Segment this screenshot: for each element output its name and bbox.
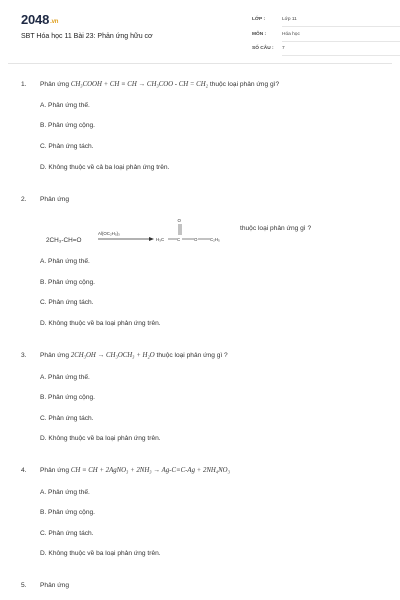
question-stem: Phản ứng [40, 196, 69, 203]
meta-divider [282, 55, 400, 56]
logo-text: 2048 [21, 12, 50, 27]
meta-question-count [252, 46, 285, 51]
logo-suffix: .vn [50, 19, 59, 25]
option-c[interactable]: C. Phản ứng tách. [40, 415, 94, 422]
meta-divider [282, 41, 400, 42]
option-c[interactable]: C. Phản ứng tách. [40, 143, 94, 150]
grade-value: Lớp 11 [282, 17, 297, 22]
ester-oxygen: O [194, 237, 198, 242]
question-stem: Phản ứng CH₃COOH + CH ≡ CH → CH₃COO - CH = CH₂ thuộc loại phản ứng gì? [40, 81, 280, 88]
question-count-label: SỐ CÂU : [252, 46, 274, 51]
grade-label: LỚP : [252, 17, 266, 22]
svg-text:C: C [177, 237, 181, 242]
question-number: 1. [21, 81, 27, 88]
option-b[interactable]: B. Phản ứng cộng. [40, 394, 96, 401]
option-d[interactable]: D. Không thuộc về ba loại phản ứng trên. [40, 435, 161, 442]
question-2-stem-tail: thuộc loại phản ứng gì ? [240, 225, 312, 232]
option-d[interactable]: D. Không thuộc về ba loại phản ứng trên. [40, 320, 161, 327]
option-c[interactable]: C. Phản ứng tách. [40, 530, 94, 537]
equation: CH₃COOH + CH ≡ CH → CH₃COO - CH = CH₂ [70, 81, 208, 88]
product-methyl: H₃C [156, 237, 165, 242]
question-stem: Phản ứng CH ≡ CH + 2AgNO₃ + 2NH₃ → Ag-C≡C-Ag + 2NH₄NO₃ [40, 467, 230, 474]
subject-label: MÔN : [252, 32, 267, 37]
option-a[interactable]: A. Phản ứng thế. [40, 258, 90, 265]
option-b[interactable]: B. Phản ứng cộng. [40, 509, 96, 516]
reactant: 2CH₃-CH=O [46, 237, 82, 244]
meta-grade [252, 17, 297, 22]
option-a[interactable]: A. Phản ứng thế. [40, 102, 90, 109]
header-divider [8, 63, 392, 64]
meta-divider [282, 26, 400, 27]
option-a[interactable]: A. Phản ứng thế. [40, 374, 90, 381]
question-number: 2. [21, 196, 27, 203]
option-d[interactable]: D. Không thuộc về ba loại phản ứng trên. [40, 550, 161, 557]
question-number: 3. [21, 352, 27, 359]
meta-subject [252, 32, 300, 37]
option-b[interactable]: B. Phản ứng cộng. [40, 122, 96, 129]
question-stem: Phản ứng 2CH₃OH → CH₃OCH₃ + H₂O thuộc loại phản ứng gì ? [40, 352, 228, 359]
option-d[interactable]: D. Không thuộc về cả ba loại phản ứng trên. [40, 164, 170, 171]
question-count-value: 7 [282, 46, 285, 51]
question-number: 5. [21, 582, 27, 589]
option-a[interactable]: A. Phản ứng thế. [40, 489, 90, 496]
catalyst: Al(OC₂H₅)₃ [98, 231, 120, 236]
subject-value: Hóa học [282, 32, 300, 37]
carbonyl-oxygen: O [177, 218, 181, 223]
equation: 2CH₃OH → CH₃OCH₃ + H₂O [70, 352, 155, 359]
question-stem: Phản ứng [40, 582, 69, 589]
ethyl-group: C₂H₅ [210, 237, 220, 242]
document-title: SBT Hóa học 11 Bài 23: Phản ứng hữu cơ [21, 33, 153, 40]
question-number: 4. [21, 467, 27, 474]
option-b[interactable]: B. Phản ứng cộng. [40, 279, 96, 286]
option-c[interactable]: C. Phản ứng tách. [40, 299, 94, 306]
equation: CH ≡ CH + 2AgNO₃ + 2NH₃ → Ag-C≡C-Ag + 2NH₄NO₃ [70, 467, 230, 474]
site-logo[interactable] [21, 12, 58, 27]
reaction-scheme [44, 218, 234, 248]
arrow-head [149, 237, 154, 241]
